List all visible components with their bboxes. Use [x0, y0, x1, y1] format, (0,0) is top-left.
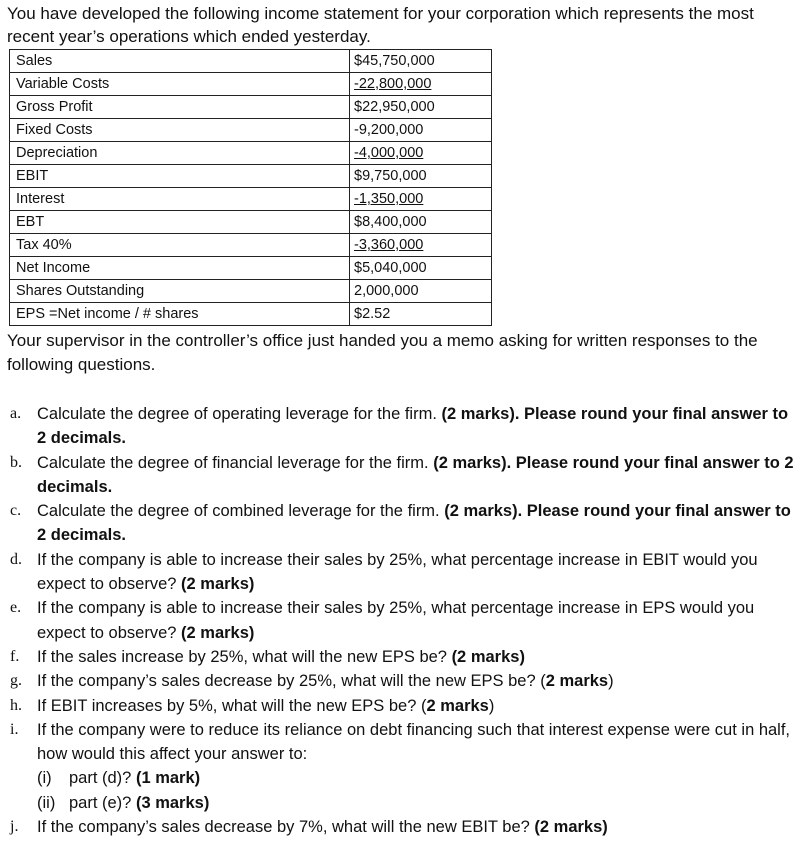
question-marks: (2 marks). Please round your final answer to 2 decimals.: [37, 453, 794, 496]
question-marker: e.: [10, 599, 22, 617]
row-label: Fixed Costs: [10, 119, 350, 142]
row-value-cell: [350, 234, 492, 257]
table-row: [10, 96, 492, 119]
table-row: [10, 211, 492, 234]
question-marks: (2 marks): [534, 818, 608, 837]
sub-question-marks: (1 mark): [135, 769, 201, 788]
row-label: Tax 40%: [10, 234, 350, 257]
question-text: If the company’s sales decrease by 25%, what will the new EPS be? (: [37, 672, 546, 691]
row-value: -1,350,000: [354, 191, 424, 207]
question-g: [9, 669, 794, 693]
question-marks: (2 marks). Please round your final answer to 2 decimals.: [37, 502, 791, 545]
question-list: [9, 402, 794, 839]
question-marker: i.: [10, 720, 19, 738]
question-text: Calculate the degree of operating leverage for the firm.: [37, 405, 442, 423]
table-row: [10, 303, 492, 326]
row-value-cell: [350, 73, 492, 96]
question-marks: (2 marks): [451, 647, 525, 666]
question-marker: b.: [10, 453, 22, 471]
row-value-cell: [350, 142, 492, 165]
row-value: $22,950,000: [350, 96, 492, 119]
question-marker: j.: [10, 818, 19, 836]
row-value: $2.52: [350, 303, 492, 326]
table-row: [10, 188, 492, 211]
question-d: [9, 548, 794, 597]
question-text: If the company is able to increase their sales by 25%, what percentage increase in EBIT would you expect to observe?: [37, 550, 758, 594]
question-i: [9, 718, 794, 767]
row-value: -9,200,000: [350, 119, 492, 142]
question-text: If the sales increase by 25%, what will the new EPS be?: [37, 647, 452, 666]
question-text: If the company is able to increase their sales by 25%, what percentage increase in EPS would you expect to observe?: [37, 599, 755, 642]
sub-question-marks: (3 marks): [135, 793, 210, 812]
question-marks: (2 marks): [181, 575, 255, 594]
row-value-cell: [350, 188, 492, 211]
row-label: EBT: [10, 211, 350, 234]
row-value: $8,400,000: [350, 211, 492, 234]
row-label: EBIT: [10, 165, 350, 188]
question-e: [9, 596, 794, 645]
question-c: [9, 499, 794, 548]
row-value: 2,000,000: [350, 280, 492, 303]
row-value: -3,360,000: [354, 237, 424, 253]
question-text: Calculate the degree of combined leverage for the firm.: [37, 502, 445, 521]
question-i-part-ii: [9, 791, 794, 815]
question-text: Calculate the degree of financial leverage for the firm.: [37, 453, 434, 472]
row-label: Depreciation: [10, 142, 350, 165]
question-i-part-i: [9, 766, 794, 790]
question-text: If the company’s sales decrease by 7%, what will the new EBIT be?: [37, 818, 535, 837]
question-marker: c.: [10, 502, 22, 520]
sub-question-text: part (d)?: [69, 769, 136, 788]
sub-question-marker: (ii): [37, 793, 56, 812]
row-label: Variable Costs: [10, 73, 350, 96]
question-marks: (2 marks). Please round your final answer to 2 decimals.: [37, 405, 789, 448]
row-label: Shares Outstanding: [10, 280, 350, 303]
table-row: [10, 280, 492, 303]
question-text: If the company were to reduce its reliance on debt financing such that interest expense were cut in half, how would this affect your answer to:: [37, 720, 791, 764]
row-value: $9,750,000: [350, 165, 492, 188]
question-h: [9, 694, 794, 718]
question-b: [9, 451, 794, 500]
row-label: Sales: [10, 50, 350, 73]
question-text: If EBIT increases by 5%, what will the new EPS be? (: [37, 696, 427, 715]
sub-question-text: part (e)?: [69, 793, 136, 812]
question-j: [9, 815, 794, 839]
question-marks: 2 marks: [426, 696, 489, 715]
question-marker: g.: [10, 672, 22, 690]
row-label: Interest: [10, 188, 350, 211]
question-marker: f.: [10, 647, 20, 665]
row-label: Net Income: [10, 257, 350, 280]
row-value: -22,800,000: [354, 76, 432, 92]
table-row: [10, 73, 492, 96]
row-value: $45,750,000: [350, 50, 492, 73]
question-tail: ): [608, 672, 614, 691]
question-marks: 2 marks: [545, 672, 609, 691]
income-statement-table: [9, 49, 492, 326]
row-value: -4,000,000: [354, 145, 424, 161]
question-f: [9, 645, 794, 669]
table-row: [10, 119, 492, 142]
intro-paragraph: You have developed the following income statement for your corporation which represents the most recent year’s operations which ended yesterday.: [7, 4, 754, 46]
table-row: [10, 257, 492, 280]
table-row: [10, 50, 492, 73]
row-label: EPS =Net income / # shares: [10, 303, 350, 326]
table-row: [10, 234, 492, 257]
table-row: [10, 142, 492, 165]
question-marker: d.: [10, 550, 22, 568]
question-tail: ): [488, 696, 495, 715]
question-marker: h.: [10, 696, 22, 714]
table-row: [10, 165, 492, 188]
sub-question-marker: (i): [37, 769, 52, 788]
row-label: Gross Profit: [10, 96, 350, 119]
memo-paragraph: Your supervisor in the controller’s office just handed you a memo asking for written responses to the following questions.: [7, 331, 758, 374]
question-marks: (2 marks): [181, 623, 255, 642]
question-a: [9, 402, 794, 451]
row-value: $5,040,000: [350, 257, 492, 280]
question-marker: a.: [10, 405, 22, 422]
